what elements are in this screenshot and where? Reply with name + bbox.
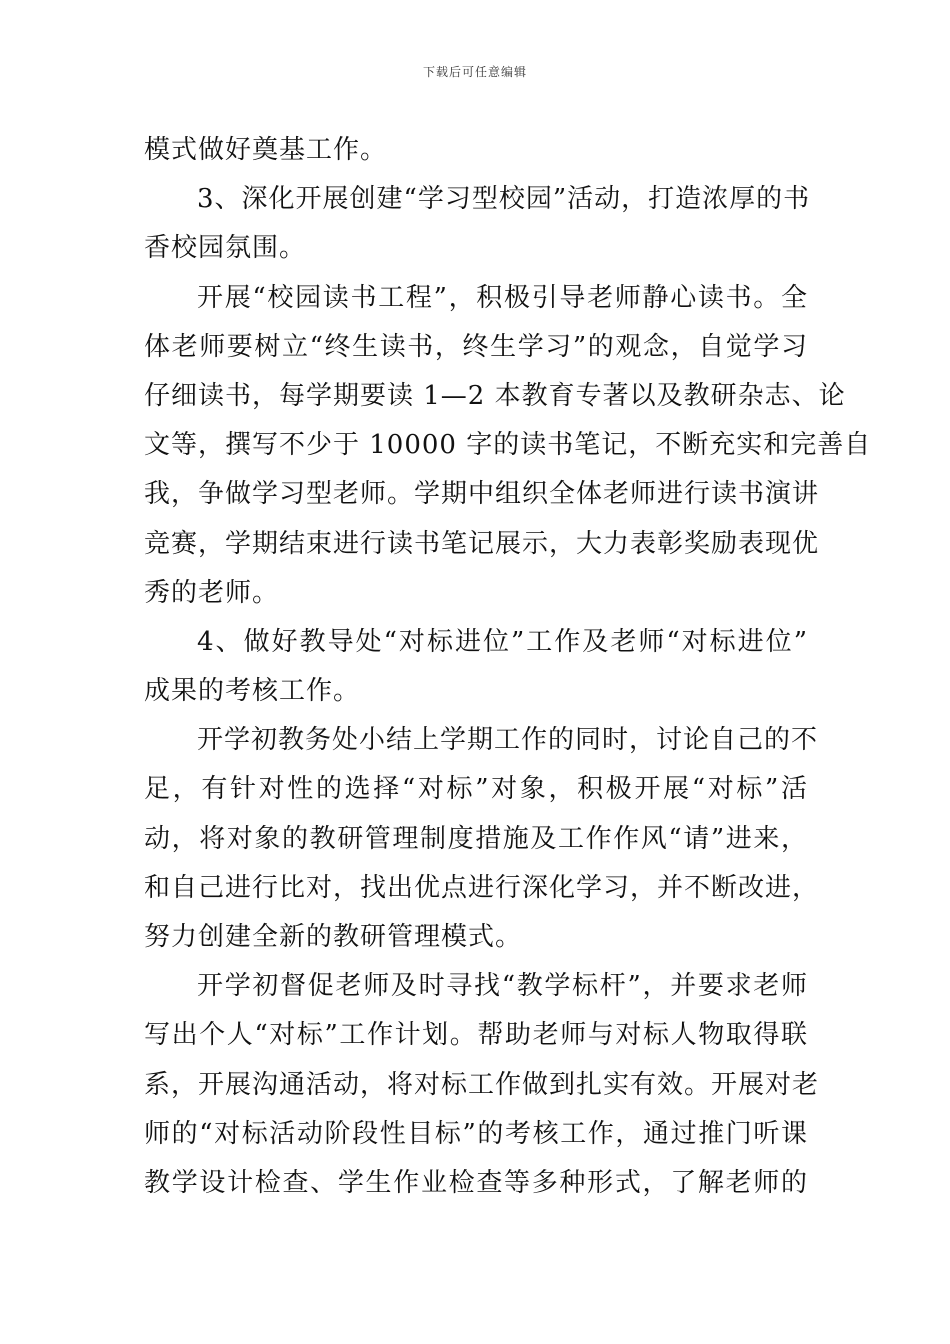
- text-line: 竞赛，学期结束进行读书笔记展示，大力表彰奖励表现优: [144, 528, 820, 559]
- text-line: 文等，撰写不少于 10000 字的读书笔记，不断充实和完善自: [144, 430, 872, 461]
- text-line: 模式做好奠基工作。: [144, 135, 388, 165]
- text-line: 动，将对象的教研管理制度措施及工作作风“请”进来，: [144, 823, 808, 854]
- text-line: 香校园氛围。: [144, 233, 307, 264]
- text-line: 和自己进行比对，找出优点进行深化学习，并不断改进，: [144, 872, 820, 903]
- text-line: 开学初教务处小结上学期工作的同时，讨论自己的不: [197, 725, 819, 756]
- text-line: 系，开展沟通活动，将对标工作做到扎实有效。开展对老: [144, 1069, 820, 1100]
- text-line: 3、深化开展创建“学习型校园”活动，打造浓厚的书: [197, 184, 811, 215]
- text-line: 教学设计检查、学生作业检查等多种形式，了解老师的: [144, 1167, 808, 1198]
- text-line: 努力创建全新的教研管理模式。: [144, 922, 523, 952]
- text-line: 写出个人“对标”工作计划。帮助老师与对标人物取得联: [144, 1020, 808, 1051]
- text-line: 开学初督促老师及时寻找“教学标杆”，并要求老师: [197, 971, 808, 1002]
- text-line: 足，有针对性的选择“对标”对象，积极开展“对标”活: [144, 774, 808, 805]
- page-header: 下载后可任意编辑: [422, 65, 527, 79]
- text-line: 体老师要树立“终生读书，终生学习”的观念，自觉学习: [144, 331, 808, 362]
- text-line: 秀的老师。: [144, 577, 280, 608]
- text-line: 师的“对标活动阶段性目标”的考核工作，通过推门听课: [144, 1118, 808, 1149]
- text-line: 我，争做学习型老师。学期中组织全体老师进行读书演讲: [144, 479, 820, 510]
- text-line: 4、做好教导处“对标进位”工作及老师“对标进位”: [197, 626, 808, 657]
- document-body: [144, 126, 872, 1208]
- text-line: 仔细读书，每学期要读 1—2 本教育专著以及教研杂志、论: [144, 380, 846, 411]
- text-line: 成果的考核工作。: [144, 676, 361, 707]
- text-line: 开展“校园读书工程”，积极引导老师静心读书。全: [197, 282, 808, 313]
